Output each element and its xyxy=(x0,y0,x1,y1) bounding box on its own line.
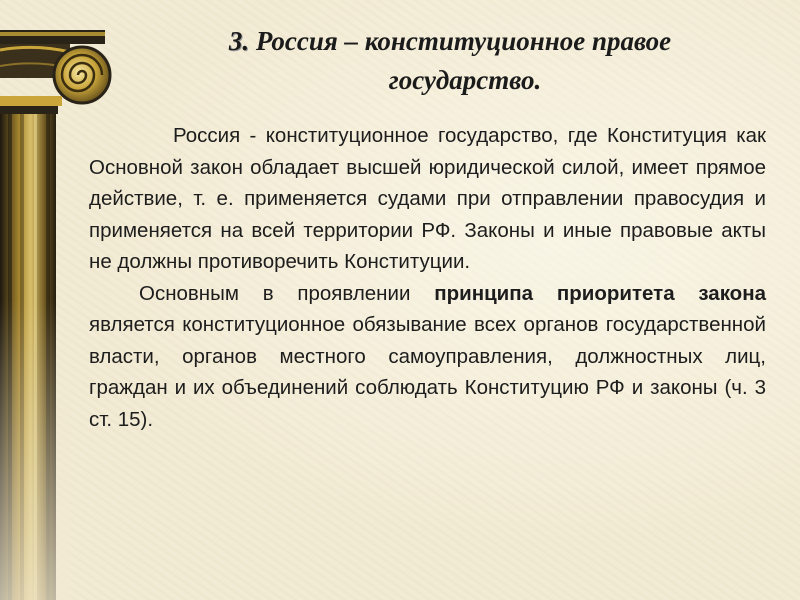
paragraph-2-start: Основным в проявлении xyxy=(139,281,435,305)
paragraph-2-bold: принципа приоритета закона xyxy=(434,281,766,305)
paragraph-2-end: является конституционное обязывание всех органов государственной власти, органов местного самоуправления, должностных лиц, граждан и их объединений соблюдать Конституцию РФ и законы (ч. 3 ст. 15). xyxy=(89,313,766,431)
title-line-1: Россия – конституционное правое xyxy=(255,26,672,56)
slide-title xyxy=(150,22,750,100)
paragraph-1: Россия - конституционное государство, где Конституция как Основной закон обладает высшей юридической силой, имеет прямое действие, т. е. применяется судами при отправлении правосудия и применяется на всей территории РФ. Законы и иные правовые акты не должны противоречить Конституции. xyxy=(89,124,766,273)
title-line-2: государство. xyxy=(388,65,542,95)
slide-body xyxy=(89,120,766,435)
title-number: 3. xyxy=(228,26,250,56)
paragraph-2 xyxy=(89,278,766,436)
